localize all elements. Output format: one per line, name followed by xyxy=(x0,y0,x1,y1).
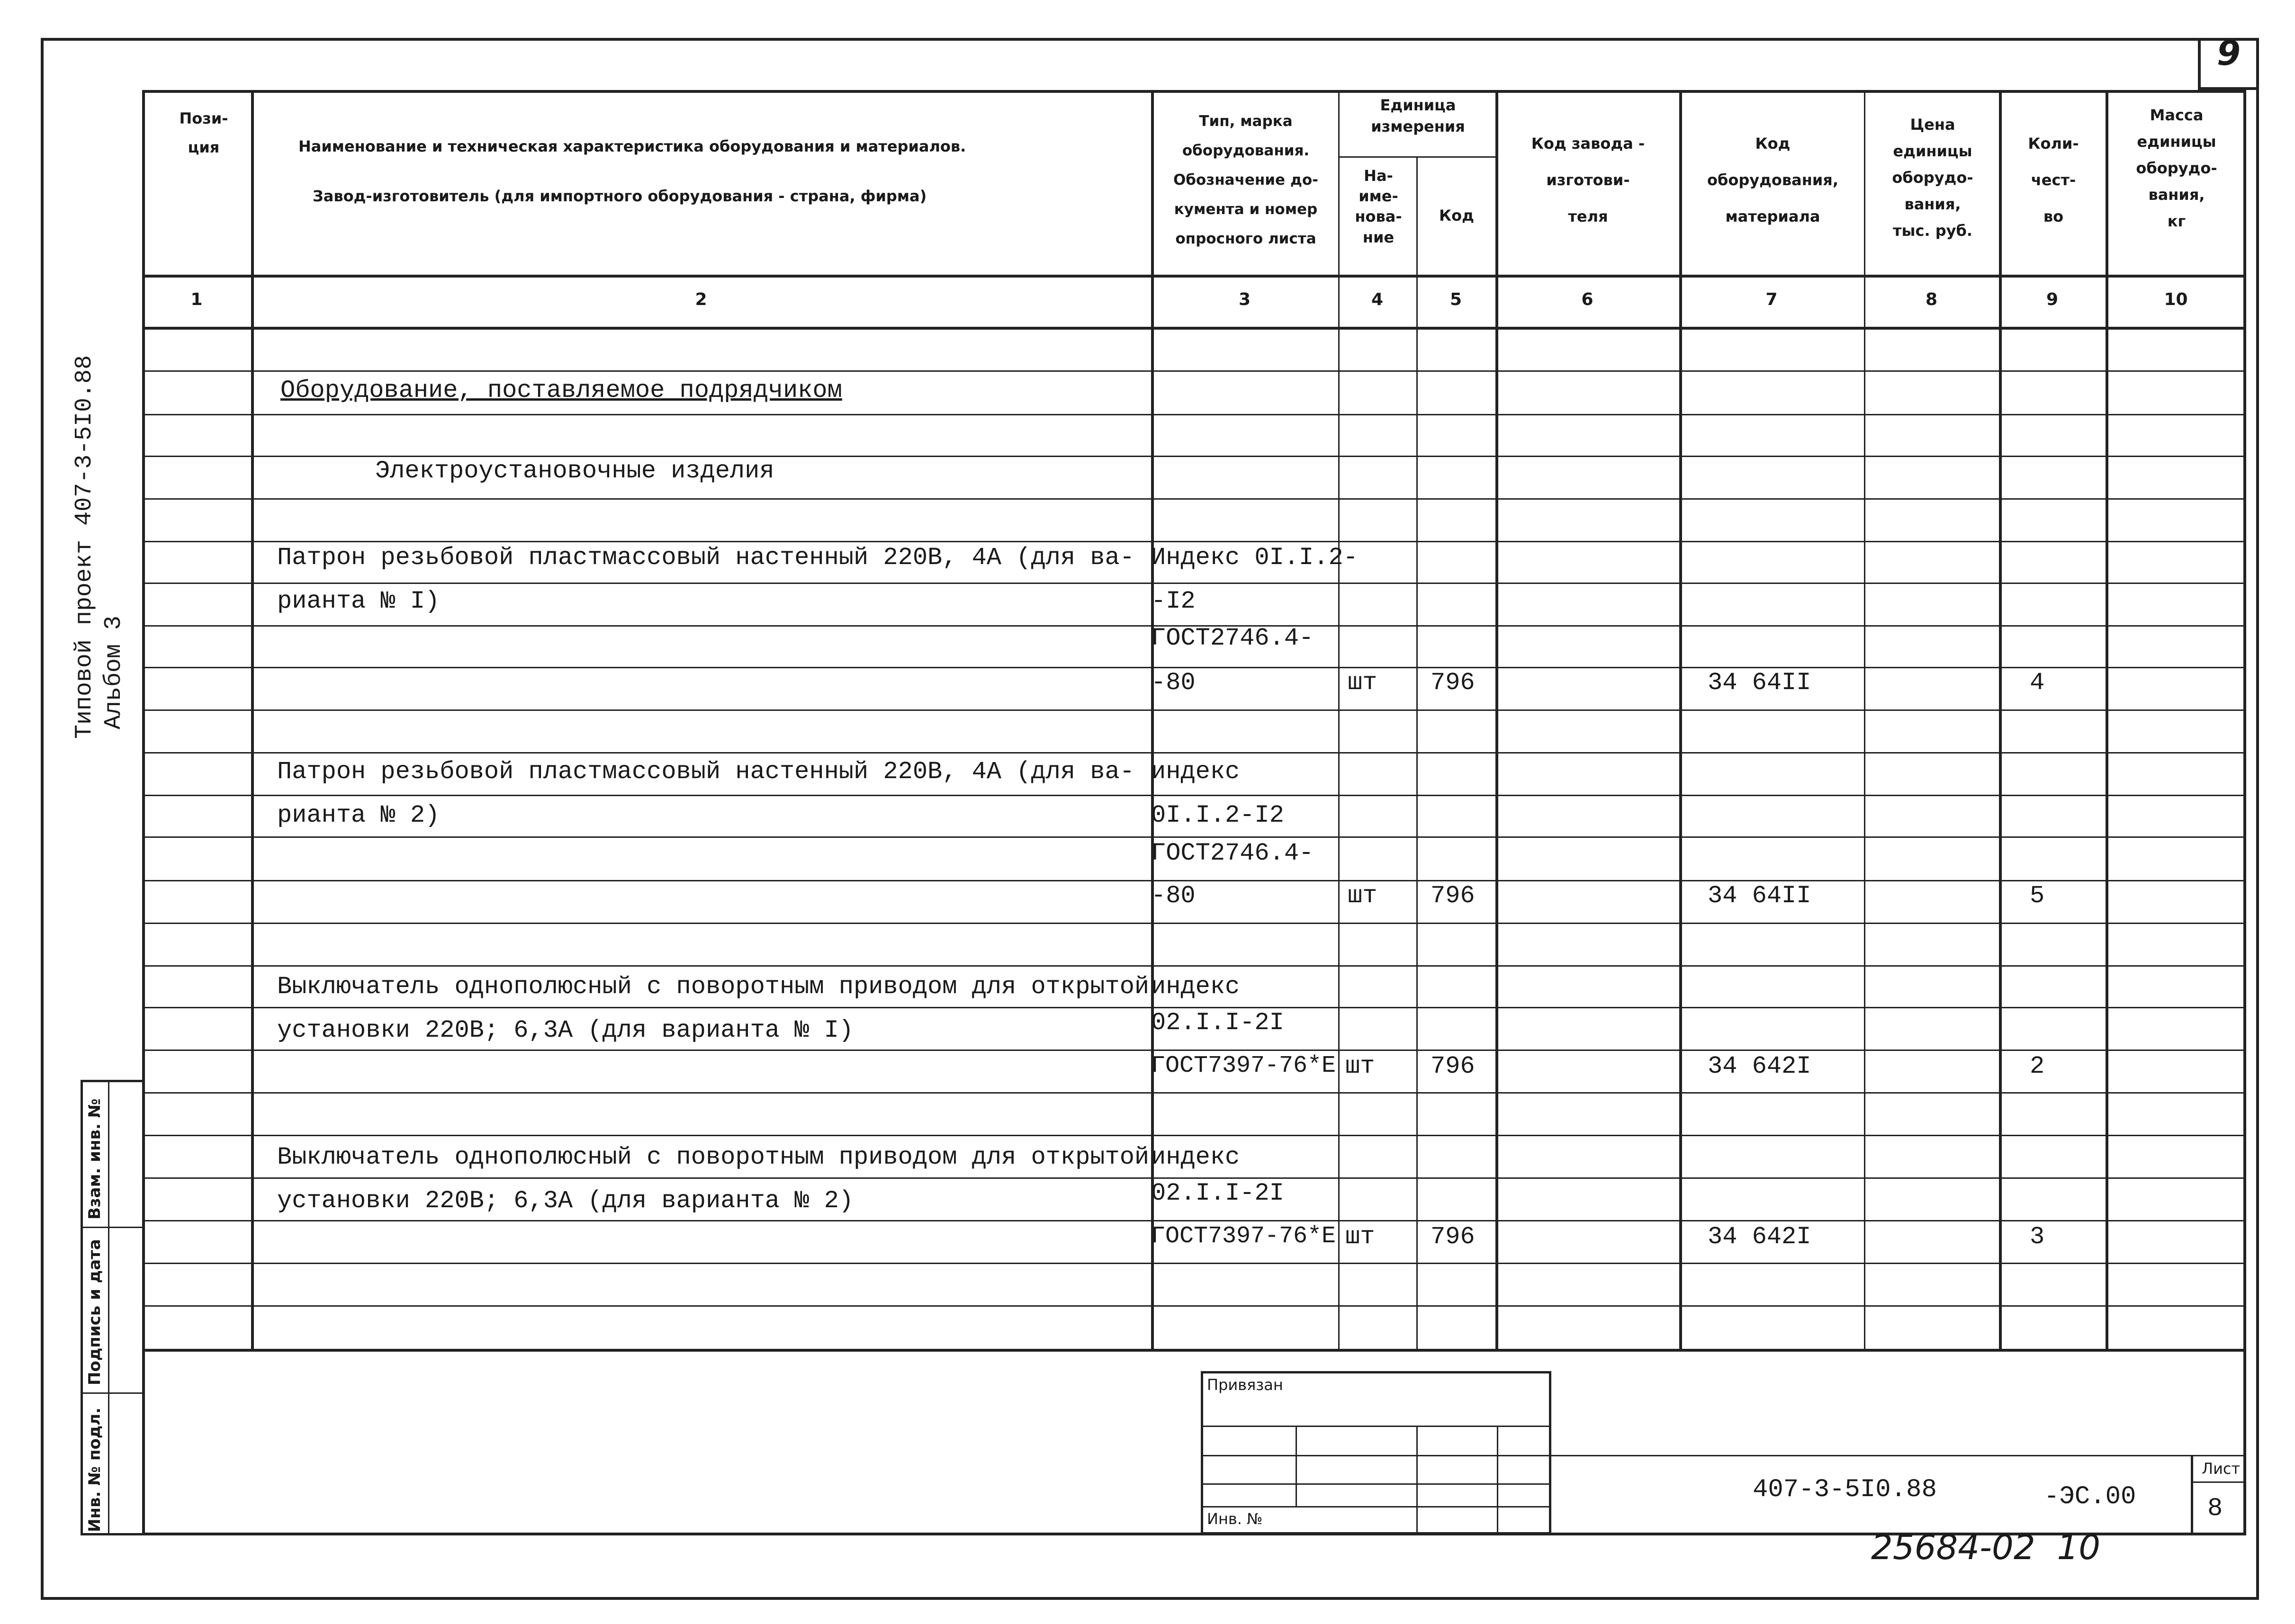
title-block-top-line xyxy=(1551,1455,2246,1456)
row-line xyxy=(142,583,2246,584)
row-line xyxy=(142,795,2246,796)
row-line xyxy=(142,1305,2246,1307)
row-line xyxy=(142,1220,2246,1221)
item1-unit: шт xyxy=(1348,669,1377,697)
sheet-box-line xyxy=(2191,1481,2246,1483)
header-qty: Коли- чест- во xyxy=(2028,135,2079,225)
table-body-bottom-line xyxy=(142,1349,2246,1352)
item2-equip-code: 34 64II xyxy=(1708,882,1811,910)
item2-type-line2: 0I.I.2-I2 xyxy=(1151,801,1284,829)
colnum-bottom-line xyxy=(142,327,2246,330)
inv-no-label: Инв. № xyxy=(1207,1510,1263,1528)
attached-line xyxy=(1201,1455,1551,1456)
side-title-line2: Альбом 3 xyxy=(100,615,127,729)
col-line xyxy=(1679,90,1682,1350)
header-mass: Масса единицы оборудо- вания, кг xyxy=(2136,106,2217,230)
item3-type-line3: ГОСТ7397-76*Е xyxy=(1151,1052,1336,1079)
item3-name-line1: Выключатель однополюсный с поворотным приводом для открытой xyxy=(277,973,1150,1001)
stamp-inv-orig: Инв. № подл. xyxy=(85,1407,104,1532)
attached-label: Привязан xyxy=(1207,1376,1283,1394)
row-line xyxy=(142,667,2246,668)
row-line xyxy=(142,1263,2246,1264)
item4-unit-code: 796 xyxy=(1431,1223,1475,1251)
attached-vline xyxy=(1296,1426,1297,1506)
header-unit-line xyxy=(1338,156,1495,158)
header-bottom-line xyxy=(142,275,2246,278)
row-line xyxy=(142,1092,2246,1094)
header-equip-code: Код оборудования, материала xyxy=(1707,135,1838,225)
header-unit-name: На- име- нова- ние xyxy=(1355,167,1402,246)
colnum-3: 3 xyxy=(1238,290,1251,309)
row-line xyxy=(142,498,2246,500)
row-line xyxy=(142,1050,2246,1051)
item3-unit: шт xyxy=(1345,1052,1375,1080)
header-type: Тип, марка оборудования. Обозначение до- кумента и номер опросного листа xyxy=(1173,113,1319,247)
item2-unit: шт xyxy=(1348,882,1377,910)
row-line xyxy=(142,1135,2246,1136)
row-line xyxy=(142,370,2246,372)
corner-sheet-number: 9 xyxy=(2217,33,2241,73)
item1-name-line2: рианта № I) xyxy=(277,587,440,615)
item4-type-line3: ГОСТ7397-76*Е xyxy=(1151,1223,1336,1250)
item4-equip-code: 34 642I xyxy=(1708,1223,1811,1251)
item2-qty: 5 xyxy=(2030,882,2045,910)
colnum-9: 9 xyxy=(2046,290,2059,309)
attached-line xyxy=(1201,1426,1551,1427)
stamp-divider xyxy=(108,1080,109,1535)
item1-type-line3: ГОСТ2746.4- xyxy=(1151,624,1314,652)
item4-type-line1: индекс xyxy=(1151,1143,1240,1171)
colnum-1: 1 xyxy=(190,290,203,309)
header-unit-code: Код xyxy=(1439,206,1474,224)
header-price: Цена единицы оборудо- вания, тыс. руб. xyxy=(1892,116,1973,240)
subsection-title: Электроустановочные изделия xyxy=(375,457,774,485)
attached-vline xyxy=(1497,1426,1498,1534)
item4-name-line2: установки 220В; 6,3А (для варианта № 2) xyxy=(277,1187,854,1215)
item4-unit: шт xyxy=(1345,1223,1375,1251)
item1-unit-code: 796 xyxy=(1431,669,1475,697)
col-line xyxy=(1338,90,1340,1350)
row-line xyxy=(142,880,2246,881)
row-line xyxy=(142,541,2246,542)
row-line xyxy=(142,709,2246,711)
stamp-inv-repl: Взам. инв. № xyxy=(85,1098,104,1220)
header-unit-group: Единица измерения xyxy=(1371,96,1465,135)
archive-number: 25684-02 10 xyxy=(1871,1527,2101,1567)
row-line xyxy=(142,414,2246,415)
stamp-row-line xyxy=(81,1227,145,1228)
row-line xyxy=(142,965,2246,967)
item1-name-line1: Патрон резьбовой пластмассовый настенный 220В, 4А (для ва- xyxy=(277,544,1134,572)
col-line xyxy=(251,90,254,1350)
attached-vline xyxy=(1416,1426,1418,1534)
header-position: Пози- ция xyxy=(179,109,228,156)
col-line xyxy=(1495,90,1498,1350)
attached-line xyxy=(1201,1506,1551,1507)
attached-line xyxy=(1201,1483,1551,1485)
item3-unit-code: 796 xyxy=(1431,1052,1475,1080)
item3-type-line1: индекс xyxy=(1151,973,1240,1001)
colnum-4: 4 xyxy=(1371,290,1384,309)
item1-type-line4: -80 xyxy=(1151,669,1196,697)
item4-qty: 3 xyxy=(2030,1223,2045,1251)
item2-type-line1: индекс xyxy=(1151,758,1240,786)
item1-equip-code: 34 64II xyxy=(1708,669,1811,697)
col-line xyxy=(1999,90,2002,1350)
doc-code: 407-3-5I0.88 xyxy=(1753,1475,1937,1504)
col-line xyxy=(1864,90,1865,1350)
sheet-number: 8 xyxy=(2207,1494,2223,1523)
colnum-2: 2 xyxy=(695,290,707,309)
colnum-5: 5 xyxy=(1449,290,1462,309)
colnum-10: 10 xyxy=(2164,290,2188,309)
row-line xyxy=(142,836,2246,838)
item2-type-line3: ГОСТ2746.4- xyxy=(1151,839,1314,867)
section-title: Оборудование, поставляемое подрядчиком xyxy=(280,377,842,404)
item2-name-line1: Патрон резьбовой пластмассовый настенный 220В, 4А (для ва- xyxy=(277,758,1134,786)
item3-equip-code: 34 642I xyxy=(1708,1052,1811,1080)
row-line xyxy=(142,1007,2246,1008)
item2-unit-code: 796 xyxy=(1431,882,1475,910)
side-title-line1: Типовой проект 407-3-5I0.88 xyxy=(71,355,98,739)
header-name-line1: Наименование и техническая характеристика оборудования и материалов. xyxy=(298,137,966,155)
header-name-line2: Завод-изготовитель (для импортного оборудования - страна, фирма) xyxy=(313,187,927,205)
stamp-row-line xyxy=(81,1392,145,1394)
colnum-7: 7 xyxy=(1765,290,1778,309)
item3-name-line2: установки 220В; 6,3А (для варианта № I) xyxy=(277,1016,854,1044)
item4-name-line1: Выключатель однополюсный с поворотным приводом для открытой xyxy=(277,1143,1150,1171)
item1-qty: 4 xyxy=(2030,669,2045,697)
item3-qty: 2 xyxy=(2030,1052,2045,1080)
sheet-label: Лист xyxy=(2202,1460,2241,1478)
item1-type-line2: -I2 xyxy=(1151,587,1196,615)
row-line xyxy=(142,1177,2246,1179)
item2-name-line2: рианта № 2) xyxy=(277,801,440,829)
col-line xyxy=(2106,90,2108,1350)
colnum-6: 6 xyxy=(1581,290,1593,309)
stamp-sign-date: Подпись и дата xyxy=(85,1239,104,1385)
item3-type-line2: 02.I.I-2I xyxy=(1151,1009,1284,1037)
item2-type-line4: -80 xyxy=(1151,882,1196,910)
row-line xyxy=(142,752,2246,754)
colnum-8: 8 xyxy=(1925,290,1938,309)
item1-type-line1: Индекс 0I.I.2- xyxy=(1151,544,1358,572)
item4-type-line2: 02.I.I-2I xyxy=(1151,1179,1284,1207)
doc-suffix: -ЭС.00 xyxy=(2044,1482,2136,1511)
header-factory-code: Код завода - изготови- теля xyxy=(1531,135,1645,225)
row-line xyxy=(142,923,2246,924)
